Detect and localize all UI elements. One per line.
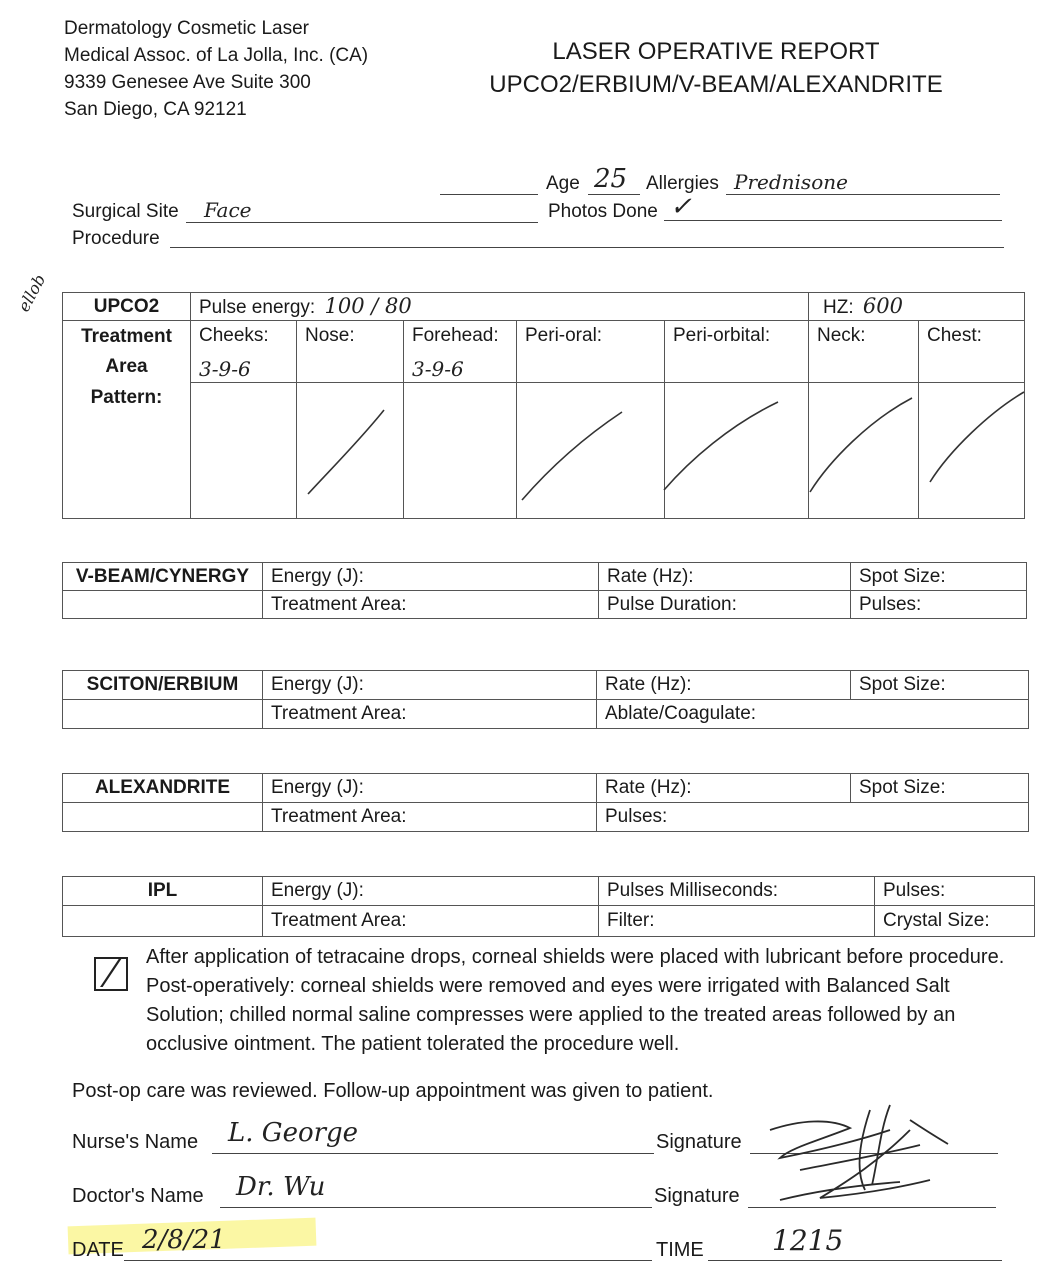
procedure-note-checkbox[interactable] (94, 957, 128, 991)
ipl-energy[interactable]: Energy (J): (263, 877, 599, 906)
age-value[interactable]: 25 (594, 164, 628, 194)
area-label: Area (105, 355, 148, 377)
strike-mark-periorbital (664, 402, 778, 490)
nurse-signature-label: Signature (656, 1131, 742, 1153)
alex-rate[interactable]: Rate (Hz): (597, 774, 851, 803)
doctor-name-label: Doctor's Name (72, 1185, 204, 1207)
sciton-energy[interactable]: Energy (J): (263, 671, 597, 700)
hz-label: HZ: (823, 297, 854, 318)
date-underline (124, 1260, 652, 1261)
pulse-energy-label: Pulse energy: (199, 297, 316, 318)
area-perioral-label: Peri-oral: (525, 325, 603, 346)
pattern-label: Pattern: (63, 383, 191, 519)
report-title-line1: LASER OPERATIVE REPORT (552, 38, 880, 65)
doctor-signature-label: Signature (654, 1185, 740, 1207)
vbeam-pulse-duration[interactable]: Pulse Duration: (599, 591, 851, 619)
vbeam-blank (63, 591, 263, 619)
allergies-label: Allergies (646, 173, 719, 194)
alex-spot-size[interactable]: Spot Size: (851, 774, 1029, 803)
area-periorbital-label: Peri-orbital: (673, 325, 771, 346)
ipl-table (62, 876, 1035, 937)
ipl-treatment-area[interactable]: Treatment Area: (263, 906, 599, 937)
photos-label: Photos Done (548, 201, 658, 222)
ipl-crystal-size[interactable]: Crystal Size: (875, 906, 1035, 937)
alex-pulses[interactable]: Pulses: (597, 803, 1029, 832)
ipl-blank (63, 906, 263, 937)
time-label: TIME (656, 1239, 704, 1261)
sciton-label: SCITON/ERBIUM (63, 671, 263, 700)
sciton-blank (63, 700, 263, 729)
area-forehead-value: 3-9-6 (412, 357, 464, 381)
date-label: DATE (72, 1239, 124, 1261)
doctor-name-value[interactable]: Dr. Wu (236, 1172, 326, 1202)
nurse-name-value[interactable]: L. George (228, 1118, 359, 1148)
alex-label: ALEXANDRITE (63, 774, 263, 803)
vbeam-pulses[interactable]: Pulses: (851, 591, 1027, 619)
nurse-name-label: Nurse's Name (72, 1131, 199, 1153)
treatment-label: Treatment (81, 325, 172, 347)
surgical-site-value[interactable]: Face (204, 198, 252, 222)
clinic-name-line: Dermatology Cosmetic Laser (64, 18, 309, 39)
vbeam-energy[interactable]: Energy (J): (263, 563, 599, 591)
postop-text: Post-op care was reviewed. Follow-up appointment was given to patient. (72, 1080, 714, 1102)
sciton-rate[interactable]: Rate (Hz): (597, 671, 851, 700)
strike-mark-neck (810, 398, 912, 492)
allergies-value[interactable]: Prednisone (734, 170, 848, 194)
procedure-label: Procedure (72, 228, 160, 249)
vbeam-rate[interactable]: Rate (Hz): (599, 563, 851, 591)
sciton-ablate-coagulate[interactable]: Ablate/Coagulate: (597, 700, 1029, 729)
clinic-street-line: 9339 Genesee Ave Suite 300 (64, 72, 311, 93)
margin-handwritten-note: ellob (14, 271, 50, 315)
area-forehead-label: Forehead: (412, 325, 499, 346)
alex-blank (63, 803, 263, 832)
sciton-table (62, 670, 1029, 729)
alex-energy[interactable]: Energy (J): (263, 774, 597, 803)
date-value[interactable]: 2/8/21 (142, 1225, 226, 1255)
hz-value[interactable]: 600 (862, 294, 903, 318)
ipl-pulses[interactable]: Pulses: (875, 877, 1035, 906)
sciton-spot-size[interactable]: Spot Size: (851, 671, 1029, 700)
signature-scribble (760, 1100, 950, 1220)
ipl-label: IPL (63, 877, 263, 906)
vbeam-spot-size[interactable]: Spot Size: (851, 563, 1027, 591)
clinic-city-line: San Diego, CA 92121 (64, 99, 247, 120)
vbeam-label: V-BEAM/CYNERGY (63, 563, 263, 591)
clinic-assoc-line: Medical Assoc. of La Jolla, Inc. (CA) (64, 45, 369, 66)
age-label: Age (546, 173, 580, 194)
strike-mark-perioral (522, 412, 622, 500)
vbeam-table (62, 562, 1027, 619)
strike-mark-chest (930, 392, 1024, 482)
report-title-line2: UPCO2/ERBIUM/V-BEAM/ALEXANDRITE (489, 71, 943, 98)
nurse-name-underline (212, 1153, 654, 1154)
vbeam-treatment-area[interactable]: Treatment Area: (263, 591, 599, 619)
time-value[interactable]: 1215 (772, 1224, 844, 1257)
area-neck-label: Neck: (817, 325, 866, 346)
area-chest-label: Chest: (927, 325, 982, 346)
alexandrite-table (62, 773, 1029, 832)
doctor-name-underline (220, 1207, 652, 1208)
surgical-site-label: Surgical Site (72, 201, 179, 222)
procedure-note-text: After application of tetracaine drops, corneal shields were placed with lubricant before procedure. Post-operatively: corneal shields were removed and eyes were irrigated with Balanced Salt Solution; chilled normal saline compresses were applied to the treated areas followed by an occlusive ointment. The patient tolerated the procedure well. (146, 946, 1005, 1055)
ipl-pulses-ms[interactable]: Pulses Milliseconds: (599, 877, 875, 906)
area-nose-label: Nose: (305, 325, 355, 346)
upco2-label: UPCO2 (63, 293, 191, 321)
time-underline (708, 1260, 1002, 1261)
pulse-energy-value[interactable]: 100 / 80 (324, 294, 412, 318)
pattern-strike-marks (0, 0, 1054, 600)
strike-mark-nose (308, 410, 384, 494)
checkmark-icon (94, 957, 124, 987)
area-cheeks-label: Cheeks: (199, 325, 269, 346)
sciton-treatment-area[interactable]: Treatment Area: (263, 700, 597, 729)
area-cheeks-value: 3-9-6 (199, 357, 251, 381)
alex-treatment-area[interactable]: Treatment Area: (263, 803, 597, 832)
ipl-filter[interactable]: Filter: (599, 906, 875, 937)
photos-check[interactable]: ✓ (670, 192, 692, 222)
